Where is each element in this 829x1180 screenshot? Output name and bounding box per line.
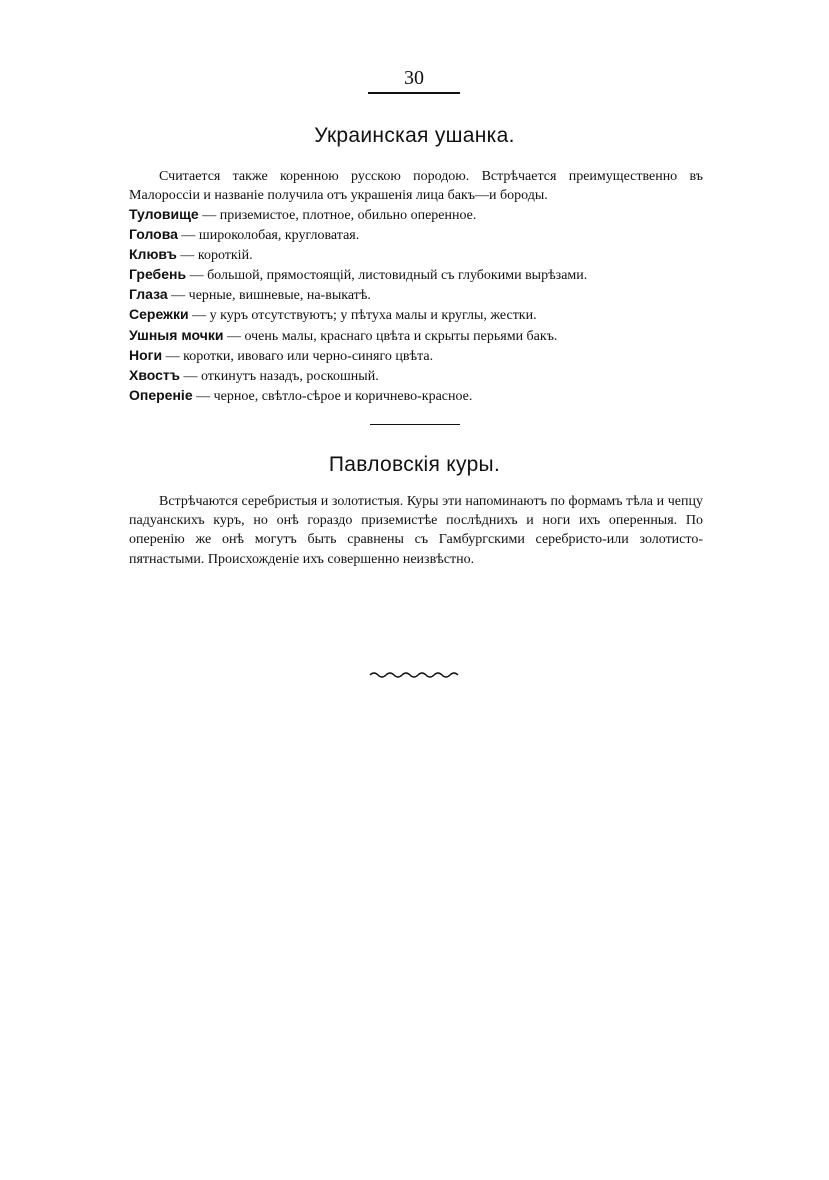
section-separator xyxy=(370,424,460,425)
feature-description: — короткій. xyxy=(176,248,253,264)
feature-term: Голова xyxy=(129,226,178,243)
feature-item xyxy=(129,205,703,225)
feature-description: — широколобая, кругловатая. xyxy=(177,228,360,244)
section-title-ukrainian-ushanka: Украинская ушанка. xyxy=(314,124,515,147)
feature-item xyxy=(129,285,703,305)
section-title-pavlovskie-kury: Павловскія куры. xyxy=(328,453,501,476)
body-paragraph: Встрѣчаются серебристыя и золотистыя. Куры эти напоминаютъ по формамъ тѣла и чепцу падуанскихъ куръ, но онѣ гораздо приземистѣе послѣднихъ и ноги ихъ оперенныя. По оперенію же онѣ могутъ быть сравнены съ Гамбургскими серебристо-или золотисто-пятнастыми. Происхожденіе ихъ совершенно неизвѣстно. xyxy=(129,494,703,567)
feature-item xyxy=(129,265,703,285)
feature-description: — черное, свѣтло-сѣрое и коричнево-красное. xyxy=(192,388,473,404)
feature-item xyxy=(129,305,703,325)
feature-term: Опереніе xyxy=(129,386,193,403)
page-number: 30 xyxy=(368,66,460,94)
intro-paragraph: Считается также коренною русскою породою. Встрѣчается преимущественно въ Малороссіи и названіе получила отъ украшенія лица бакъ—и бороды. xyxy=(129,169,703,204)
feature-term: Гребень xyxy=(129,266,187,283)
feature-description: — коротки, ивоваго или черно-синяго цвѣта. xyxy=(162,348,434,364)
feature-description: — у куръ отсутствуютъ; у пѣтуха малы и круглы, жестки. xyxy=(188,308,537,324)
feature-term: Ушныя мочки xyxy=(129,326,224,343)
feature-item xyxy=(129,225,703,245)
feature-description: — откинутъ назадъ, роскошный. xyxy=(179,368,379,384)
feature-term: Туловище xyxy=(129,206,199,222)
feature-item xyxy=(129,326,703,346)
feature-list xyxy=(129,205,703,406)
feature-description: — приземистое, плотное, обильно оперенное. xyxy=(198,208,477,223)
feature-item xyxy=(129,346,703,366)
feature-term: Клювъ xyxy=(129,246,177,263)
feature-description: — черные, вишневые, на-выкатѣ. xyxy=(167,288,371,304)
feature-description: — очень малы, краснаго цвѣта и скрыты перьями бакъ. xyxy=(223,328,558,344)
feature-term: Хвостъ xyxy=(129,366,180,383)
feature-term: Ноги xyxy=(129,346,163,363)
end-ornament xyxy=(368,668,464,682)
feature-item xyxy=(129,366,703,386)
feature-item xyxy=(129,245,703,265)
feature-term: Глаза xyxy=(129,286,168,303)
feature-item xyxy=(129,386,703,406)
feature-description: — большой, прямостоящій, листовидный съ глубокими вырѣзами. xyxy=(186,268,588,284)
feature-term: Сережки xyxy=(129,306,189,323)
